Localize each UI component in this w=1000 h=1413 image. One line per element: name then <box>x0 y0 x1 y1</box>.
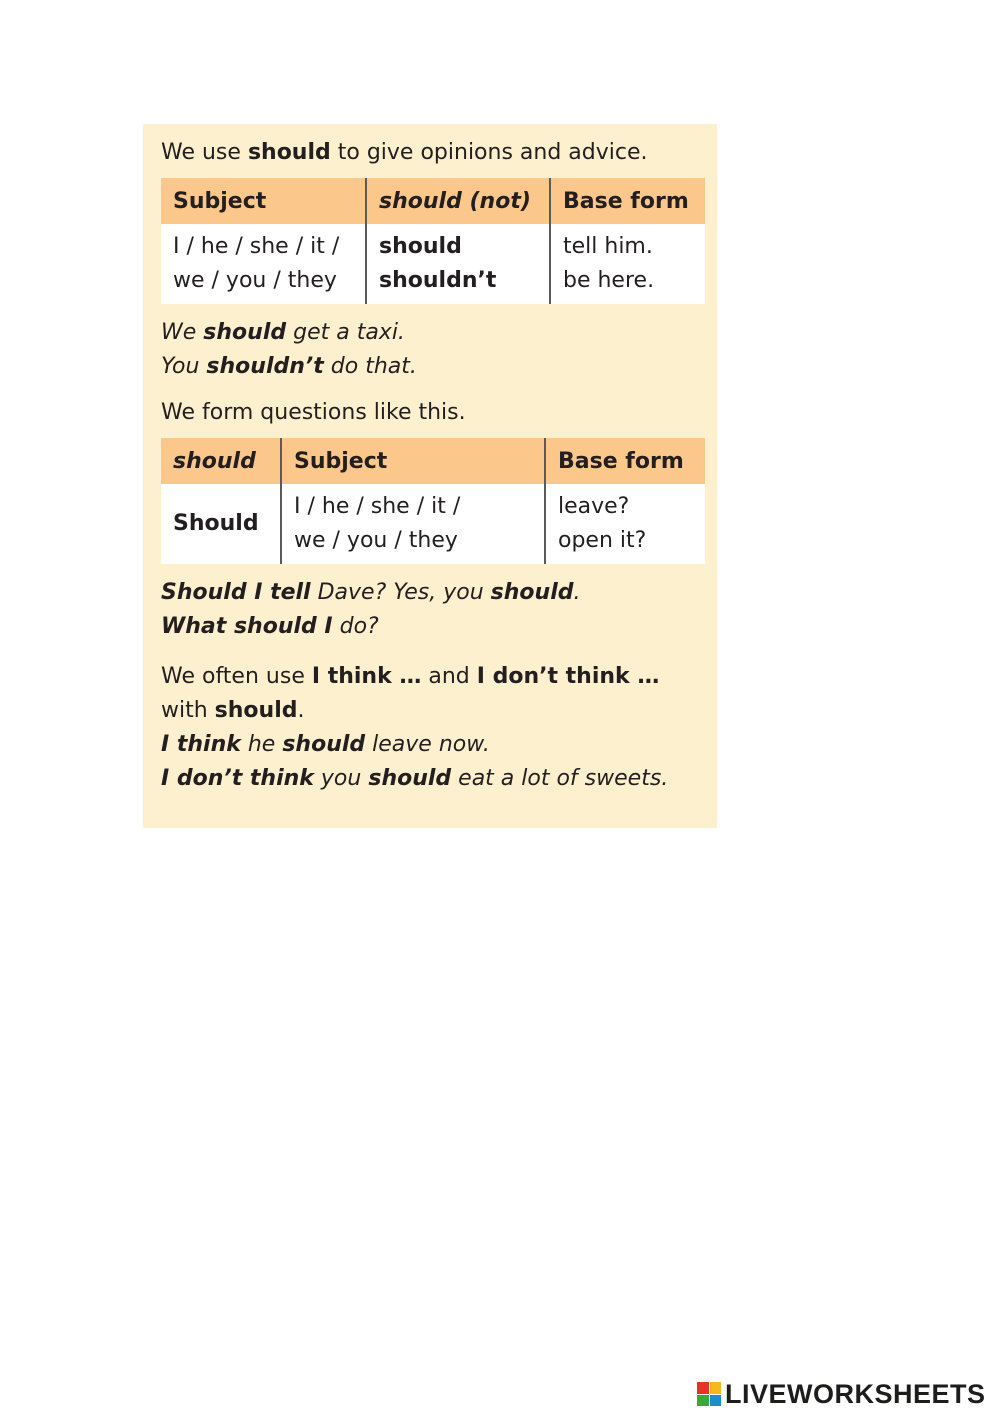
cell-modals: should shouldn’t <box>366 224 550 304</box>
question-example: Should I tell Dave? Yes, you should. <box>161 580 581 605</box>
intro-sentence <box>161 136 703 170</box>
logo-text: LIVEWORKSHEETS <box>725 1378 986 1409</box>
header-should: should <box>161 438 281 484</box>
liveworksheets-logo <box>697 1377 986 1411</box>
intro-text: We use <box>161 140 248 165</box>
cell-subjects: I / he / she / it / we / you / they <box>161 224 366 304</box>
questions-intro: We form questions like this. <box>161 400 466 425</box>
example-sentence: We should get a taxi. <box>161 320 405 345</box>
cell-subjects: I / he / she / it / we / you / they <box>281 484 545 564</box>
header-subject: Subject <box>161 178 366 224</box>
header-should-not: should (not) <box>366 178 550 224</box>
intro-keyword: should <box>247 140 331 165</box>
think-explanation: with should. <box>161 698 305 723</box>
cell-base-forms: tell him. be here. <box>550 224 705 304</box>
question-example: What should I do? <box>161 614 379 639</box>
think-example: I think he should leave now. <box>161 732 490 757</box>
logo-icon <box>697 1382 721 1406</box>
affirmative-table <box>161 178 705 304</box>
think-example: I don’t think you should eat a lot of sweets. <box>161 766 669 791</box>
cell-base-forms: leave? open it? <box>545 484 705 564</box>
think-explanation: We often use I think … and I don’t think … <box>161 664 660 689</box>
example-sentence: You shouldn’t do that. <box>161 354 417 379</box>
intro-text-end: to give opinions and advice. <box>330 140 648 165</box>
cell-should: Should <box>161 484 281 564</box>
question-table <box>161 438 705 564</box>
grammar-box <box>143 124 717 828</box>
header-base-form: Base form <box>545 438 705 484</box>
header-subject: Subject <box>281 438 545 484</box>
header-base-form: Base form <box>550 178 705 224</box>
